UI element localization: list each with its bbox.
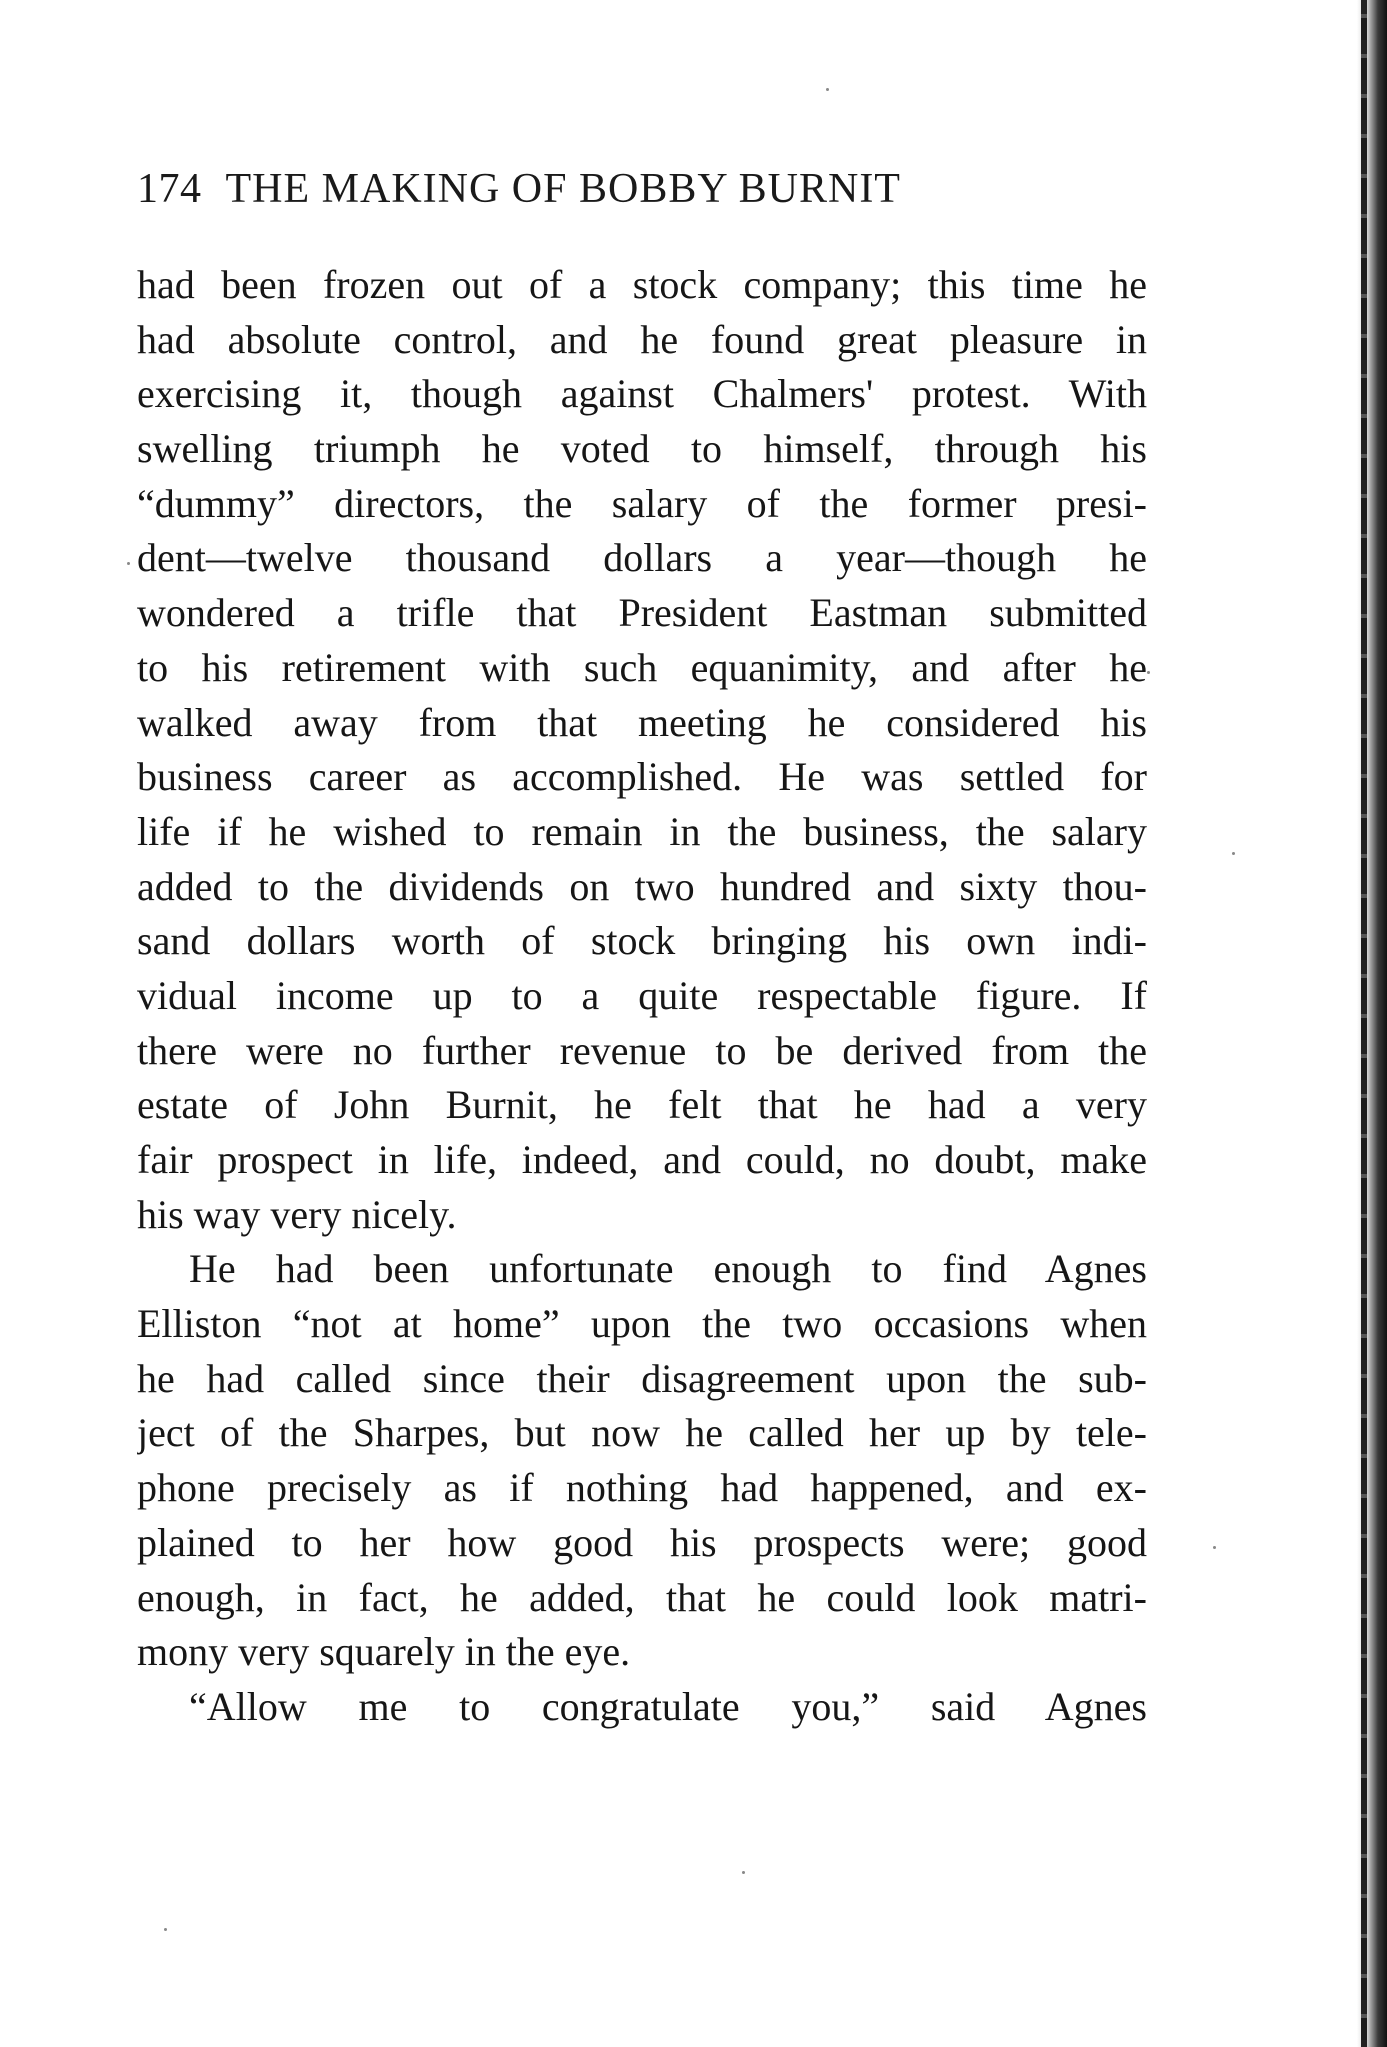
text-line: “dummy” directors, the salary of the former presi- xyxy=(137,480,1147,526)
page-edge-binding xyxy=(1361,0,1367,2047)
scan-speck xyxy=(1147,671,1150,674)
text-line: mony very squarely in the eye. xyxy=(137,1629,631,1675)
scan-speck xyxy=(742,1871,745,1874)
text-line: to his retirement with such equanimity, and after he xyxy=(137,644,1147,690)
text-line: ject of the Sharpes, but now he called her up by tele- xyxy=(137,1410,1147,1456)
running-title: THE MAKING OF BOBBY BURNIT xyxy=(225,166,901,212)
scan-speck xyxy=(1232,852,1235,855)
text-line: enough, in fact, he added, that he could look matri- xyxy=(137,1574,1147,1620)
text-line: exercising it, though against Chalmers' protest. With xyxy=(137,371,1147,417)
text-line: sand dollars worth of stock bringing his own indi- xyxy=(137,918,1147,964)
text-line: Elliston “not at home” upon the two occasions when xyxy=(137,1301,1147,1347)
text-line: estate of John Burnit, he felt that he had a very xyxy=(137,1082,1147,1128)
text-line: vidual income up to a quite respectable figure. If xyxy=(137,972,1147,1018)
text-line: swelling triumph he voted to himself, through his xyxy=(137,426,1147,472)
scan-speck xyxy=(826,88,829,91)
text-line: wondered a trifle that President Eastman submitted xyxy=(137,590,1147,636)
text-line: walked away from that meeting he considered his xyxy=(137,699,1147,745)
page-number: 174 xyxy=(137,166,202,212)
text-line: fair prospect in life, indeed, and could, no doubt, make xyxy=(137,1137,1147,1182)
paragraph-start-line: He had been unfortunate enough to find Agnes xyxy=(189,1246,1147,1292)
scan-speck xyxy=(1213,1546,1216,1549)
scan-speck xyxy=(164,1928,167,1931)
body-text xyxy=(137,258,1147,1735)
text-line: had been frozen out of a stock company; this time he xyxy=(137,262,1147,307)
text-line: his way very nicely. xyxy=(137,1191,457,1237)
text-line: plained to her how good his prospects were; good xyxy=(137,1519,1147,1565)
paragraph-start-line: “Allow me to congratulate you,” said Agnes xyxy=(189,1683,1147,1729)
text-line: he had called since their disagreement upon the sub- xyxy=(137,1355,1147,1401)
text-line: dent—twelve thousand dollars a year—though he xyxy=(137,535,1147,581)
text-line: added to the dividends on two hundred and sixty thou- xyxy=(137,863,1147,909)
scan-speck xyxy=(127,562,130,565)
text-line: phone precisely as if nothing had happened, and ex- xyxy=(137,1465,1147,1511)
text-line: there were no further revenue to be derived from the xyxy=(137,1027,1147,1073)
page-header xyxy=(137,165,1077,225)
text-line: had absolute control, and he found great pleasure in xyxy=(137,316,1147,362)
text-line: business career as accomplished. He was settled for xyxy=(137,754,1147,800)
text-line: life if he wished to remain in the business, the salary xyxy=(137,808,1147,854)
